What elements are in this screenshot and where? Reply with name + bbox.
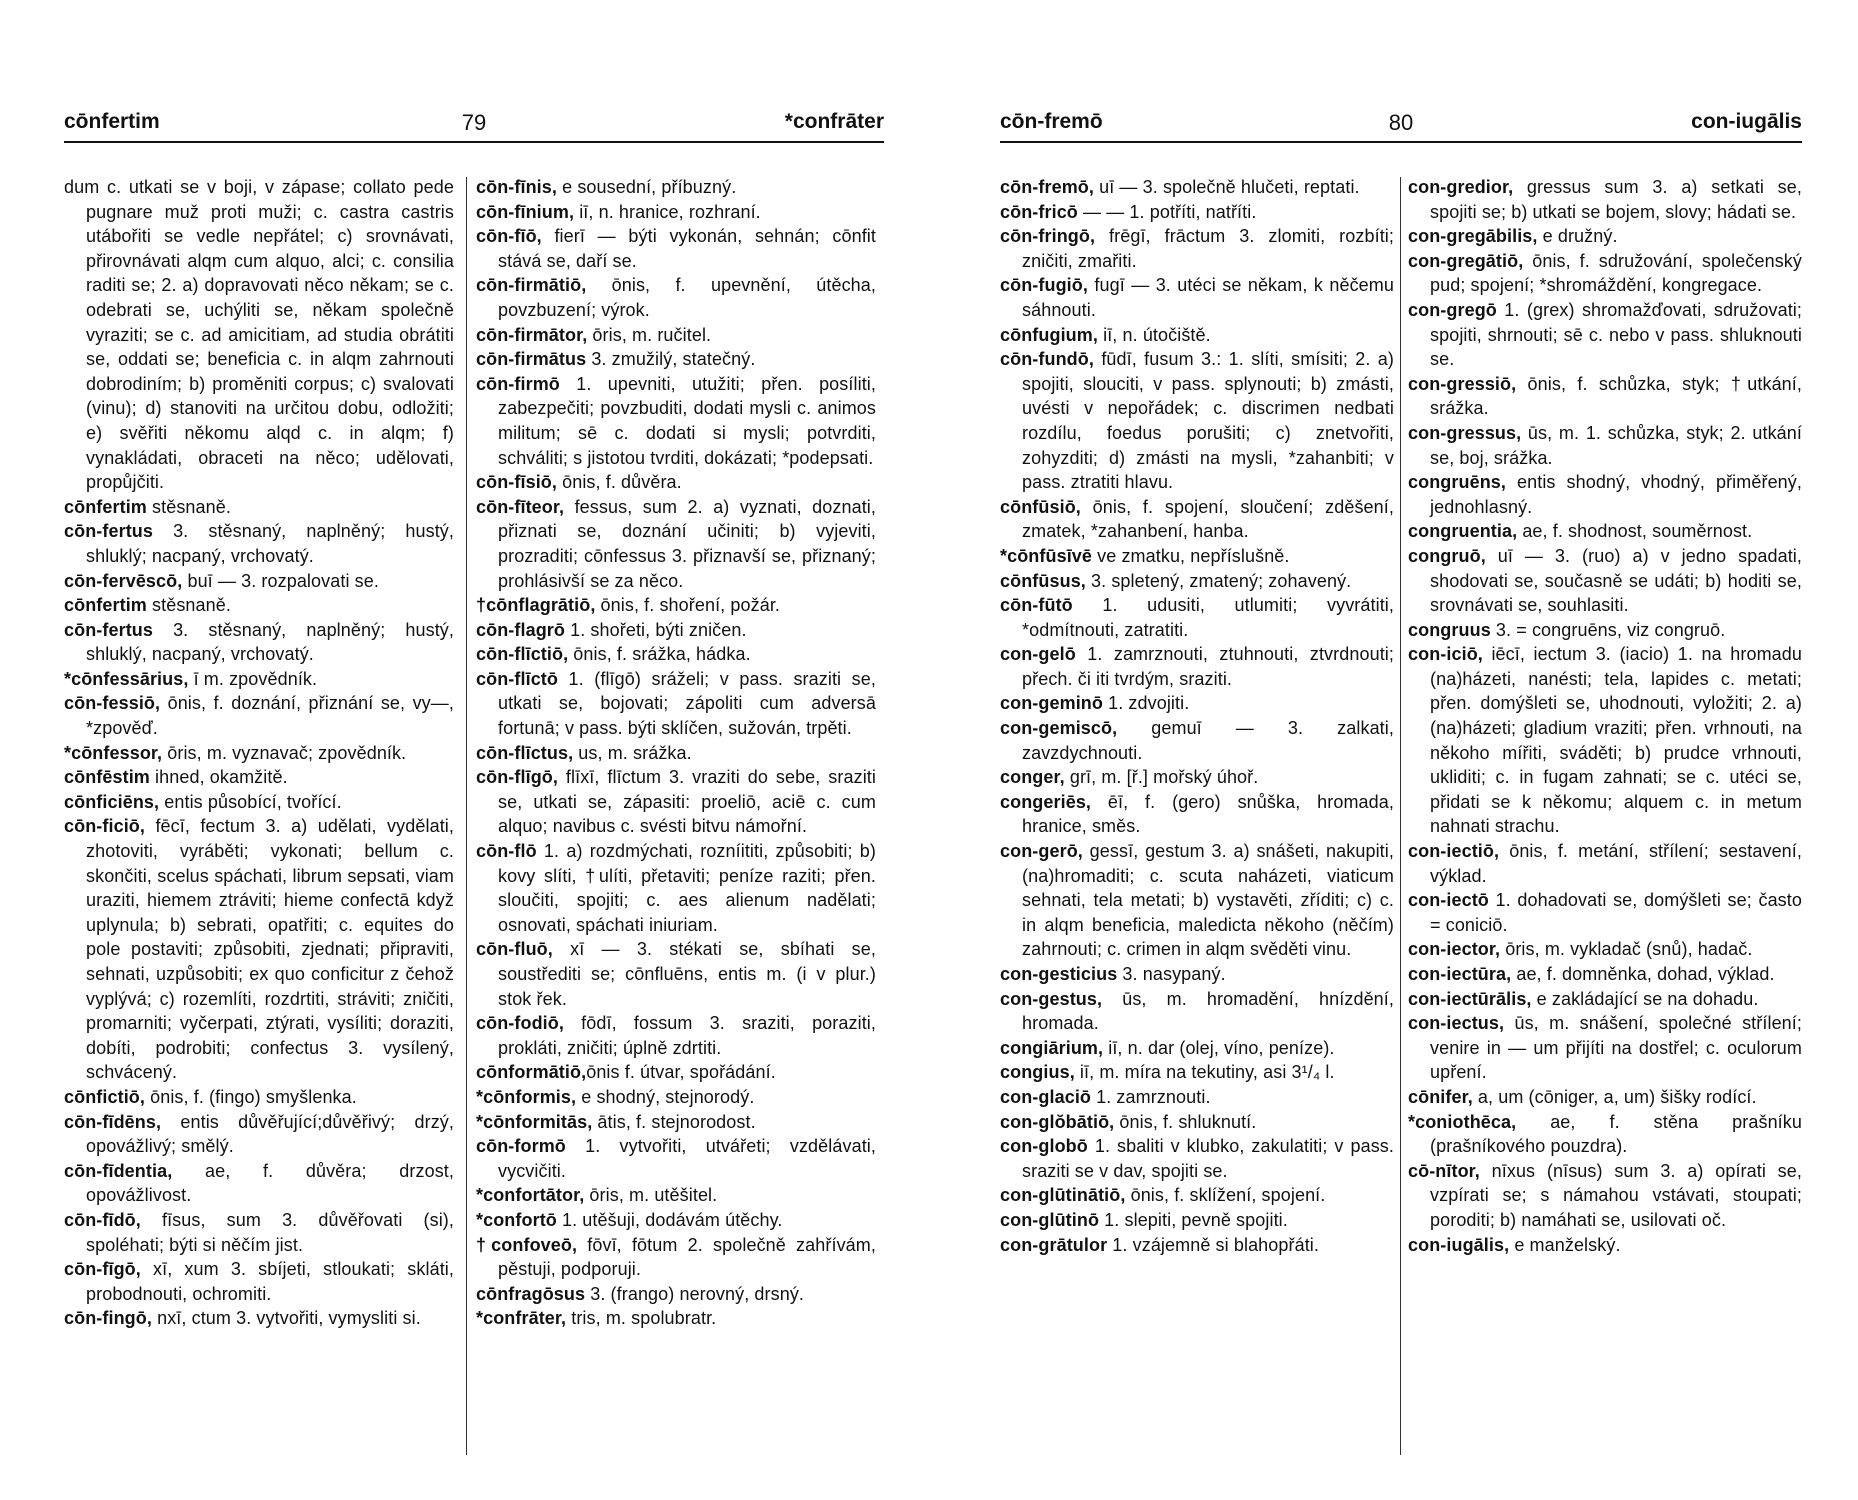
dictionary-entry bbox=[1000, 642, 1394, 691]
entry-headword: cōn-fricō bbox=[1000, 201, 1078, 222]
entry-definition: ōnis, f. shoření, požár. bbox=[595, 595, 781, 616]
dictionary-entry bbox=[476, 1306, 876, 1331]
dictionary-entry bbox=[1000, 691, 1394, 716]
entry-definition: uī — 3. společně hlučeti, reptati. bbox=[1094, 177, 1360, 197]
dictionary-entry bbox=[1000, 716, 1394, 765]
entry-headword: cōnfūsus, bbox=[1000, 570, 1086, 591]
page-number: 79 bbox=[461, 110, 487, 135]
dictionary-entry bbox=[1000, 593, 1394, 642]
entry-headword: cōn-firmātus bbox=[476, 349, 587, 370]
entry-headword: congruēns, bbox=[1408, 472, 1507, 493]
dictionary-entry bbox=[476, 1282, 876, 1307]
entry-headword: congius, bbox=[1000, 1062, 1075, 1083]
dictionary-entry bbox=[64, 569, 454, 594]
entry-headword: cōn-firmātor, bbox=[476, 324, 588, 345]
entry-headword: con-iector, bbox=[1408, 939, 1501, 960]
dictionary-entry bbox=[64, 519, 454, 568]
entry-definition: 3. stěsnaný, naplněný; hustý, shluklý, nacpaný, vrchovatý. bbox=[86, 619, 454, 665]
entry-headword: cōnfertim bbox=[64, 595, 147, 616]
entry-headword: con-gressus, bbox=[1408, 422, 1522, 443]
dictionary-entry bbox=[64, 1159, 454, 1208]
entry-headword: con-glūtinō bbox=[1000, 1209, 1100, 1230]
guide-word-last: con-iugālis bbox=[1691, 110, 1802, 133]
entry-headword: con-iectūra, bbox=[1408, 964, 1512, 984]
entry-headword: con-gredior, bbox=[1408, 177, 1514, 197]
dictionary-entry bbox=[64, 667, 454, 692]
dictionary-entry bbox=[476, 765, 876, 839]
entry-headword: con-gesticius bbox=[1000, 964, 1118, 984]
entry-headword: cōn-fīō, bbox=[476, 226, 542, 247]
entry-headword: cōn-formō bbox=[476, 1136, 566, 1157]
entry-definition: fessus, sum 2. a) vyznati, doznati, přiznati se, doznání učiniti; b) vyjeviti, prozraditi; cōnfessus 3. přiznavší se, přiznaný; prohlásivší se za něco. bbox=[498, 496, 876, 591]
entry-definition: 1. vytvořiti, utvářeti; vzdělávati, vycvičiti. bbox=[498, 1136, 876, 1181]
entry-definition: dum c. utkati se v boji, v zápase; collato pede pugnare muž proti muži; c. castra castris utábořiti se vedle nepřátel; c) srovnávati, přirovnávati alqm cum alquo, alci; c. consilia raditi se; 2. a) dopravovati něco někam; se c. odebrati se, uchýliti se, někam společně vyraziti; se c. ad amicitiam, ad studia obrátiti se, oddati se; beneficia c. in alqm zahrnouti dobrodiním; b) proměniti corpus; c) svalovati (vinu); d) stanoviti na určitou dobu, odložiti; e) svěřiti někomu alqd c. in alqm; f) vynakládati, obraceti na něco; udělovati, propůjčiti. bbox=[64, 177, 454, 493]
entry-headword: cōn-fervēscō, bbox=[64, 570, 183, 591]
entry-definition: ūs, m. snášení, společné střílení; venire in — um přijíti na dostřel; c. oculorum upření. bbox=[1430, 1013, 1802, 1083]
running-head-right bbox=[1000, 110, 1802, 144]
dictionary-entry bbox=[1408, 1233, 1802, 1258]
entry-headword: congruentia, bbox=[1408, 521, 1518, 542]
entry-definition: ōnis, f. sklížení, spojení. bbox=[1125, 1185, 1326, 1206]
dictionary-entry bbox=[64, 618, 454, 667]
entry-headword: cōn-flīgō, bbox=[476, 767, 558, 788]
entry-definition: e družný. bbox=[1537, 226, 1618, 247]
entry-definition: ve zmatku, nepříslušně. bbox=[1092, 545, 1290, 566]
entry-definition: iī, n. hranice, rozhraní. bbox=[574, 201, 761, 222]
entry-headword: cōn-fūtō bbox=[1000, 595, 1073, 616]
header-rule bbox=[64, 141, 884, 143]
entry-definition: ī m. zpovědník. bbox=[188, 668, 318, 689]
entry-headword: cōn-fessiō, bbox=[64, 693, 161, 714]
dictionary-entry bbox=[1000, 224, 1394, 273]
entry-definition: ōnis f. útvar, spořádání. bbox=[586, 1062, 776, 1083]
entry-definition: stěsnaně. bbox=[146, 496, 231, 517]
dictionary-entry bbox=[64, 765, 454, 790]
entry-headword: congeriēs, bbox=[1000, 791, 1092, 812]
entry-definition: gressus sum 3. a) setkati se, spojiti se; b) utkati se bojem, slovy; hádati se. bbox=[1430, 177, 1802, 222]
dictionary-entry bbox=[1408, 1110, 1802, 1159]
entry-definition: e shodný, stejnorodý. bbox=[576, 1086, 755, 1107]
entry-definition: flīxī, flīctum 3. vraziti do sebe, sraziti se, utkati se, zápasiti: proeliō, aciē c. cum alquo; navibus c. svésti bitvu námořní. bbox=[498, 767, 876, 837]
page-number: 80 bbox=[1388, 110, 1414, 135]
entry-definition: ae, f. shodnost, souměrnost. bbox=[1517, 521, 1753, 542]
entry-definition: fierī — býti vykonán, sehnán; cōnfit stává se, daří se. bbox=[498, 226, 876, 271]
entry-definition: ōnis, f. metání, střílení; sestavení, výklad. bbox=[1430, 841, 1802, 886]
right-page bbox=[1000, 105, 1802, 1465]
entry-headword: cōn-fīdēns, bbox=[64, 1111, 162, 1132]
entry-headword: cōn-flō bbox=[476, 841, 537, 862]
dictionary-entry bbox=[1408, 642, 1802, 839]
dictionary-entry bbox=[476, 1208, 876, 1233]
left-page bbox=[64, 105, 884, 1465]
entry-headword: cōnfugium, bbox=[1000, 324, 1098, 345]
dictionary-entry bbox=[1000, 1208, 1394, 1233]
entry-headword: cōn-fīgō, bbox=[64, 1259, 141, 1280]
dictionary-entry bbox=[476, 224, 876, 273]
dictionary-entry bbox=[1000, 1183, 1394, 1208]
dictionary-column-left bbox=[64, 175, 454, 1331]
entry-headword: cōn-flīctō bbox=[476, 668, 558, 689]
entry-headword: con-iectūrālis, bbox=[1408, 988, 1532, 1009]
dictionary-entry bbox=[64, 1085, 454, 1110]
entry-definition: ūs, m. hromadění, hnízdění, hromada. bbox=[1022, 988, 1394, 1034]
entry-headword: con-gemiscō, bbox=[1000, 718, 1118, 739]
dictionary-entry bbox=[476, 1060, 876, 1085]
entry-definition: stěsnaně. bbox=[146, 595, 231, 616]
entry-definition: 3. spletený, zmatený; zohavený. bbox=[1085, 570, 1352, 591]
entry-definition: 1. dohadovati se, domýšleti se; často = coniciō. bbox=[1430, 890, 1802, 935]
entry-headword: *cōnfūsīvē bbox=[1000, 545, 1093, 566]
entry-definition: nīxus (nīsus) sum 3. a) opírati se, vzpírati se; s námahou vstávati, stoupati; poroditi; b) namáhati se, usilovati oč. bbox=[1430, 1160, 1802, 1230]
entry-headword: con-iectiō, bbox=[1408, 841, 1500, 862]
entry-headword: cōn-firmō bbox=[476, 373, 560, 394]
entry-headword: cōn-fremō, bbox=[1000, 177, 1095, 197]
entry-definition: gessī, gestum 3. a) snášeti, nakupiti, (na)hromaditi; c. scuta naházeti, viaticum sehnati, tela metati; b) vystavěti, zříditi; c) c. in alqm beneficia, maledicta někoho (něčím) zahrnouti; c. crimen in alqm svěděti vinu. bbox=[1022, 841, 1394, 960]
entry-definition: ōnis, f. důvěra. bbox=[557, 472, 682, 493]
dictionary-entry bbox=[1000, 790, 1394, 839]
dictionary-entry bbox=[1408, 962, 1802, 987]
dictionary-entry bbox=[476, 347, 876, 372]
entry-definition: 3. zmužilý, statečný. bbox=[586, 349, 756, 370]
entry-definition: 1. vzájemně si blahopřáti. bbox=[1107, 1234, 1320, 1255]
entry-headword: con-iectō bbox=[1408, 890, 1489, 911]
guide-word-last: *confrāter bbox=[784, 110, 884, 133]
entry-headword: con-iectus, bbox=[1408, 1013, 1505, 1034]
entry-headword: cōn-fīdentia, bbox=[64, 1160, 173, 1181]
entry-definition: 1. upevniti, utužiti; přen. posíliti, zabezpečiti; povzbuditi, dodati mysli c. animos militum; sē c. dodati si mysli; potvrditi, schváliti; s jistotou tvrditi, dokázati; *podepsati. bbox=[498, 373, 876, 468]
entry-definition: iī, n. útočiště. bbox=[1098, 324, 1211, 345]
entry-definition: grī, m. [ř.] mořský úhoř. bbox=[1064, 767, 1259, 788]
dictionary-entry bbox=[476, 1183, 876, 1208]
dictionary-entry bbox=[1408, 298, 1802, 372]
entry-definition: ōnis, f. spojení, sloučení; zděšení, zmatek, *zahanbení, hanba. bbox=[1022, 496, 1394, 542]
entry-headword: *confortātor, bbox=[476, 1185, 585, 1206]
entry-definition: fōdī, fossum 3. sraziti, poraziti, prokláti, zničiti; úplně zdrtiti. bbox=[498, 1013, 876, 1058]
entry-definition: ōris, m. vykladač (snů), hadač. bbox=[1500, 939, 1753, 960]
entry-definition: iēcī, iectum 3. (iacio) 1. na hromadu (na)házeti, nanésti; tela, lapides c. metati; přen. domýšleti se, uhodnouti, vyložiti; 2. a) (na)házeti; gladium vraziti; přen. vrhnouti, na někoho mířiti, sváděti; b) prudce vrhnouti, ukliditi; c. in fugam zahnati; se c. utéci se, přidati se k někomu; alquem c. in metum nahnati strachu. bbox=[1430, 644, 1802, 837]
entry-headword: *coniothēca, bbox=[1408, 1111, 1517, 1132]
dictionary-entry bbox=[1408, 937, 1802, 962]
entry-definition: iī, m. míra na tekutiny, asi 3¹/₄ l. bbox=[1074, 1062, 1335, 1083]
dictionary-entry bbox=[476, 1134, 876, 1183]
entry-definition: ōnis, f. srážka, hádka. bbox=[568, 644, 751, 665]
dictionary-entry bbox=[64, 1306, 454, 1331]
dictionary-entry bbox=[476, 1110, 876, 1135]
entry-definition: 3. = congruēns, viz congruō. bbox=[1490, 619, 1726, 640]
dictionary-entry bbox=[64, 1110, 454, 1159]
entry-headword: cōn-flīctiō, bbox=[476, 644, 569, 665]
entry-definition: ae, f. stěna prašníku (prašníkového pouzdra). bbox=[1430, 1111, 1802, 1157]
entry-headword: con-gregō bbox=[1408, 299, 1497, 320]
entry-definition: buī — 3. rozpalovati se. bbox=[182, 570, 379, 591]
entry-definition: ōris, m. vyznavač; zpovědník. bbox=[162, 742, 407, 763]
entry-headword: cōn-flīctus, bbox=[476, 742, 574, 763]
entry-definition: entis důvěřující;důvěřivý; drzý, opovážlivý; smělý. bbox=[86, 1111, 454, 1157]
entry-definition: fūdī, fusum 3.: 1. slíti, smísiti; 2. a) spojiti, slouciti, v pass. splynouti; b) zmásti, uvésti v nepořádek; c. discrimen nedbati rozdílu, foedus porušiti; c) znetvořiti, zohyzditi; d) zmásti na mysli, *zahanbiti; v pass. ztratiti hlavu. bbox=[1022, 349, 1394, 493]
entry-headword: con-gestus, bbox=[1000, 988, 1103, 1009]
entry-headword: congiārium, bbox=[1000, 1037, 1104, 1058]
dictionary-entry bbox=[476, 1085, 876, 1110]
entry-definition: ōnis, f. (fingo) smyšlenka. bbox=[145, 1086, 357, 1107]
entry-definition: 1. zamrznouti. bbox=[1091, 1086, 1211, 1107]
entry-definition: 3. (frango) nerovný, drsný. bbox=[585, 1283, 805, 1304]
running-head-left bbox=[64, 110, 884, 144]
entry-definition: ōnis, f. schůzka, styk; †utkání, srážka. bbox=[1430, 373, 1802, 419]
entry-definition: 1. sbaliti v klubko, zakulatiti; v pass. sraziti se v dav, spojiti se. bbox=[1022, 1136, 1394, 1181]
dictionary-entry bbox=[1408, 1085, 1802, 1110]
entry-headword: cōnfertim bbox=[64, 496, 147, 517]
entry-headword: cōn-fugiō, bbox=[1000, 275, 1088, 296]
entry-headword: cōn-fertus bbox=[64, 619, 154, 640]
dictionary-column-right bbox=[476, 175, 876, 1331]
dictionary-entry bbox=[64, 593, 454, 618]
entry-definition: tris, m. spolubratr. bbox=[566, 1308, 717, 1329]
dictionary-entry bbox=[476, 618, 876, 643]
entry-definition: 1. utěšuji, dodávám útěchy. bbox=[556, 1209, 783, 1230]
dictionary-entry bbox=[1000, 839, 1394, 962]
entry-headword: cōnfragōsus bbox=[476, 1283, 586, 1304]
entry-definition: 1. (grex) shromažďovati, sdružovati; spojiti, shrnouti; sē c. nebo v pass. shluknouti se. bbox=[1430, 299, 1802, 370]
dictionary-column-left bbox=[1000, 175, 1394, 1257]
entry-definition: ōnis, f. upevnění, útěcha, povzbuzení; výrok. bbox=[498, 275, 876, 320]
entry-headword: cōn-fīnium, bbox=[476, 201, 575, 222]
entry-definition: ōnis, f. doznání, přiznání se, vy—, *zpověď. bbox=[86, 693, 454, 739]
dictionary-entry bbox=[476, 1011, 876, 1060]
dictionary-entry bbox=[1408, 1011, 1802, 1085]
entry-definition: 1. a) rozdmýchati, rozníititi, způsobiti; b) kovy slíti, †ulíti, přetaviti; peníze raziti; přen. sloučiti, spojiti; c. aes alienum nadělati; osnovati, spáchati iniuriam. bbox=[498, 841, 876, 935]
dictionary-entry bbox=[1408, 372, 1802, 421]
dictionary-column-right bbox=[1408, 175, 1802, 1257]
entry-headword: *cōnfessārius, bbox=[64, 668, 189, 689]
entry-headword: †confoveō, bbox=[476, 1234, 578, 1255]
dictionary-entry bbox=[476, 1233, 876, 1282]
dictionary-entry bbox=[1000, 962, 1394, 987]
entry-headword: con-globō bbox=[1000, 1136, 1088, 1157]
entry-definition: ātis, f. stejnorodost. bbox=[592, 1111, 756, 1132]
dictionary-entry bbox=[476, 642, 876, 667]
entry-definition: e zakládající se na dohadu. bbox=[1531, 988, 1759, 1009]
entry-headword: cōn-fīteor, bbox=[476, 496, 565, 517]
column-divider bbox=[466, 177, 467, 1455]
entry-definition: ōris, m. utěšitel. bbox=[584, 1185, 718, 1206]
dictionary-entry bbox=[476, 667, 876, 741]
entry-definition: 3. stěsnaný, naplněný; hustý, shluklý; nacpaný, vrchovatý. bbox=[86, 521, 454, 566]
dictionary-entry bbox=[1408, 544, 1802, 618]
dictionary-entry bbox=[1000, 1134, 1394, 1183]
entry-definition: ihned, okamžitě. bbox=[149, 767, 288, 788]
entry-definition: iī, n. dar (olej, víno, peníze). bbox=[1103, 1037, 1335, 1058]
entry-definition: 3. nasypaný. bbox=[1117, 964, 1226, 984]
dictionary-entry bbox=[1000, 273, 1394, 322]
entry-headword: cōn-fīsiō, bbox=[476, 472, 557, 493]
dictionary-entry bbox=[64, 1257, 454, 1306]
dictionary-entry bbox=[64, 814, 454, 1085]
entry-headword: *confortō bbox=[476, 1209, 557, 1230]
dictionary-entry bbox=[1408, 618, 1802, 643]
entry-headword: *cōnformitās, bbox=[476, 1111, 593, 1132]
entry-headword: cōn-fertus bbox=[64, 521, 154, 542]
dictionary-entry bbox=[64, 741, 454, 766]
entry-headword: cōn-fluō, bbox=[476, 939, 553, 960]
entry-definition: e sousední, příbuzný. bbox=[557, 177, 737, 197]
dictionary-entry bbox=[476, 273, 876, 322]
dictionary-entry bbox=[1000, 175, 1394, 200]
dictionary-entry bbox=[1000, 1233, 1394, 1258]
dictionary-entry bbox=[476, 323, 876, 348]
entry-headword: con-iugālis, bbox=[1408, 1234, 1510, 1255]
header-rule bbox=[1000, 141, 1802, 143]
entry-definition: xī, xum 3. sbíjeti, stloukati; skláti, probodnouti, ochromiti. bbox=[86, 1259, 454, 1304]
entry-definition: fēcī, fectum 3. a) udělati, vydělati, zhotoviti, vyráběti; vykonati; bellum c. skončiti, scelus spáchati, librum sepsati, viam uraziti, hiemem ztráviti; hieme confectā když uplynula; b) sebrati, opatřiti; c. equites do pole postaviti; způsobiti, zjednati; připraviti, sehnati, uzpůsobiti; ex quo conficitur z čehož vyplývá; c) rozemlíti, rozdrtiti, stráviti; zničiti, promarniti; vyčerpati, ztýrati, vysíliti; doraziti, dobíti, podrobiti; confectus 3. vysílený, schvácený. bbox=[86, 816, 454, 1083]
entry-definition: uī — 3. (ruo) a) v jedno spadati, shodovati se, současně se udáti; b) hoditi se, srovnávati se, souhlasiti. bbox=[1430, 545, 1802, 616]
entry-definition: ae, f. důvěra; drzost, opovážlivost. bbox=[86, 1160, 454, 1206]
entry-headword: con-grātulor bbox=[1000, 1234, 1108, 1255]
entry-headword: conger, bbox=[1000, 767, 1065, 788]
entry-definition: 1. udusiti, utlumiti; vyvrátiti, *odmítnouti, zatratiti. bbox=[1022, 595, 1394, 640]
entry-headword: con-gregābilis, bbox=[1408, 226, 1538, 247]
entry-headword: congruus bbox=[1408, 619, 1491, 640]
dictionary-entry bbox=[64, 175, 454, 495]
entry-definition: — — 1. potříti, natříti. bbox=[1077, 201, 1257, 222]
entry-headword: con-glŏbātiō, bbox=[1000, 1111, 1115, 1132]
entry-headword: cōnfēstim bbox=[64, 767, 150, 788]
entry-definition: xī — 3. stékati se, sbíhati se, soustřediti se; cōnfluēns, entis m. (i v plur.) stok řek. bbox=[498, 939, 876, 1009]
entry-headword: cōn-ficiō, bbox=[64, 816, 145, 837]
entry-definition: entis shodný, vhodný, přiměřený, jednohlasný. bbox=[1430, 472, 1802, 517]
dictionary-entry bbox=[64, 495, 454, 520]
dictionary-entry bbox=[1408, 519, 1802, 544]
dictionary-entry bbox=[1000, 544, 1394, 569]
entry-definition: ōnis, f. shluknutí. bbox=[1114, 1111, 1257, 1132]
dictionary-entry bbox=[64, 790, 454, 815]
dictionary-entry bbox=[1408, 249, 1802, 298]
entry-headword: cō-nītor, bbox=[1408, 1160, 1480, 1181]
dictionary-entry bbox=[1408, 421, 1802, 470]
entry-headword: con-gregātiō, bbox=[1408, 250, 1524, 271]
entry-definition: 1. (flīgō) sráželi; v pass. sraziti se, utkati se, bojovati; zápoliti cum adversā fortunā; v pass. býti sklíčen, sužován, trpěti. bbox=[498, 668, 876, 739]
guide-word-first: cōn-fremō bbox=[1000, 110, 1103, 133]
dictionary-entry bbox=[1000, 200, 1394, 225]
entry-headword: con-iciō, bbox=[1408, 644, 1483, 665]
dictionary-entry bbox=[1408, 1159, 1802, 1233]
guide-word-first: cōnfertim bbox=[64, 110, 160, 133]
entry-definition: fōvī, fōtum 2. společně zahřívám, pěstuji, podporuji. bbox=[498, 1234, 876, 1280]
entry-definition: fīsus, sum 3. důvěřovati (si), spoléhati; býti si něčím jist. bbox=[86, 1209, 454, 1255]
entry-headword: congruō, bbox=[1408, 545, 1486, 566]
entry-headword: con-glūtinātiō, bbox=[1000, 1185, 1126, 1206]
entry-definition: 1. zamrznouti, ztuhnouti, ztvrdnouti; přech. či iti tvrdým, sraziti. bbox=[1022, 644, 1394, 689]
entry-headword: †cōnflagrātiō, bbox=[476, 595, 596, 616]
dictionary-entry bbox=[64, 691, 454, 740]
entry-headword: *cōnfessor, bbox=[64, 742, 163, 763]
entry-headword: cōn-fīdō, bbox=[64, 1209, 141, 1230]
dictionary-entry bbox=[1000, 1110, 1394, 1135]
dictionary-entry bbox=[1000, 1060, 1394, 1085]
entry-definition: a, um (cōniger, a, um) šišky rodící. bbox=[1472, 1086, 1757, 1107]
entry-definition: ōris, m. ručitel. bbox=[587, 324, 712, 345]
entry-definition: ae, f. domněnka, dohad, výklad. bbox=[1511, 964, 1775, 984]
entry-headword: cōnficiēns, bbox=[64, 791, 160, 812]
dictionary-entry bbox=[476, 741, 876, 766]
dictionary-entry bbox=[476, 937, 876, 1011]
entry-headword: cōn-flagrō bbox=[476, 619, 565, 640]
entry-definition: entis působící, tvořící. bbox=[159, 791, 342, 812]
entry-headword: con-geminō bbox=[1000, 693, 1103, 714]
dictionary-entry bbox=[476, 372, 876, 470]
dictionary-entry bbox=[1000, 323, 1394, 348]
dictionary-entry bbox=[476, 200, 876, 225]
entry-headword: *confrāter, bbox=[476, 1308, 567, 1329]
dictionary-entry bbox=[476, 470, 876, 495]
entry-headword: cōn-fodiō, bbox=[476, 1013, 564, 1034]
dictionary-entry bbox=[1408, 987, 1802, 1012]
entry-headword: cōnfūsiō, bbox=[1000, 496, 1081, 517]
dictionary-entry bbox=[1408, 224, 1802, 249]
dictionary-entry bbox=[1408, 888, 1802, 937]
entry-definition: e manželský. bbox=[1509, 1234, 1621, 1255]
entry-headword: cōnifer, bbox=[1408, 1086, 1473, 1107]
entry-definition: gemuī — 3. zalkati, zavzdychnouti. bbox=[1022, 718, 1394, 763]
dictionary-entry bbox=[1000, 1036, 1394, 1061]
entry-definition: ūs, m. 1. schůzka, styk; 2. utkání se, boj, srážka. bbox=[1430, 422, 1802, 468]
dictionary-entry bbox=[476, 495, 876, 593]
dictionary-entry bbox=[1000, 495, 1394, 544]
dictionary-entry bbox=[1000, 569, 1394, 594]
column-divider bbox=[1400, 177, 1401, 1455]
entry-definition: frēgī, frāctum 3. zlomiti, rozbíti; zničiti, zmařiti. bbox=[1022, 226, 1394, 271]
entry-headword: *cōnformis, bbox=[476, 1086, 577, 1107]
entry-definition: us, m. srážka. bbox=[573, 742, 692, 763]
entry-headword: cōnfictiō, bbox=[64, 1086, 145, 1107]
dictionary-entry bbox=[1000, 1085, 1394, 1110]
entry-headword: cōn-fingō, bbox=[64, 1308, 152, 1329]
entry-headword: cōn-fundō, bbox=[1000, 349, 1094, 370]
entry-headword: con-gressiō, bbox=[1408, 373, 1517, 394]
entry-definition: ōnis, f. sdružování, společenský pud; spojení; *shromáždění, kongregace. bbox=[1430, 250, 1802, 296]
entry-headword: con-glaciō bbox=[1000, 1086, 1092, 1107]
dictionary-entry bbox=[476, 593, 876, 618]
dictionary-entry bbox=[64, 1208, 454, 1257]
dictionary-entry bbox=[476, 839, 876, 937]
entry-headword: con-gerō, bbox=[1000, 841, 1083, 862]
entry-definition: ēī, f. (gero) snůška, hromada, hranice, směs. bbox=[1022, 791, 1394, 837]
dictionary-entry bbox=[1000, 987, 1394, 1036]
entry-definition: fugī — 3. utéci se někam, k něčemu sáhnouti. bbox=[1022, 275, 1394, 320]
entry-headword: con-gelō bbox=[1000, 644, 1076, 665]
dictionary-entry bbox=[476, 175, 876, 200]
entry-headword: cōn-firmātiō, bbox=[476, 275, 587, 296]
entry-definition: 1. zdvojiti. bbox=[1103, 693, 1190, 714]
dictionary-entry bbox=[1408, 839, 1802, 888]
entry-headword: cōn-fringō, bbox=[1000, 226, 1096, 247]
dictionary-entry bbox=[1408, 470, 1802, 519]
entry-definition: nxī, ctum 3. vytvořiti, vymysliti si. bbox=[151, 1308, 421, 1329]
entry-headword: cōnformātiō, bbox=[476, 1062, 587, 1083]
dictionary-entry bbox=[1000, 347, 1394, 495]
dictionary-entry bbox=[1000, 765, 1394, 790]
entry-headword: cōn-fīnis, bbox=[476, 177, 557, 197]
entry-definition: 1. shořeti, býti zničen. bbox=[565, 619, 747, 640]
dictionary-entry bbox=[1408, 175, 1802, 224]
entry-definition: 1. slepiti, pevně spojiti. bbox=[1099, 1209, 1288, 1230]
